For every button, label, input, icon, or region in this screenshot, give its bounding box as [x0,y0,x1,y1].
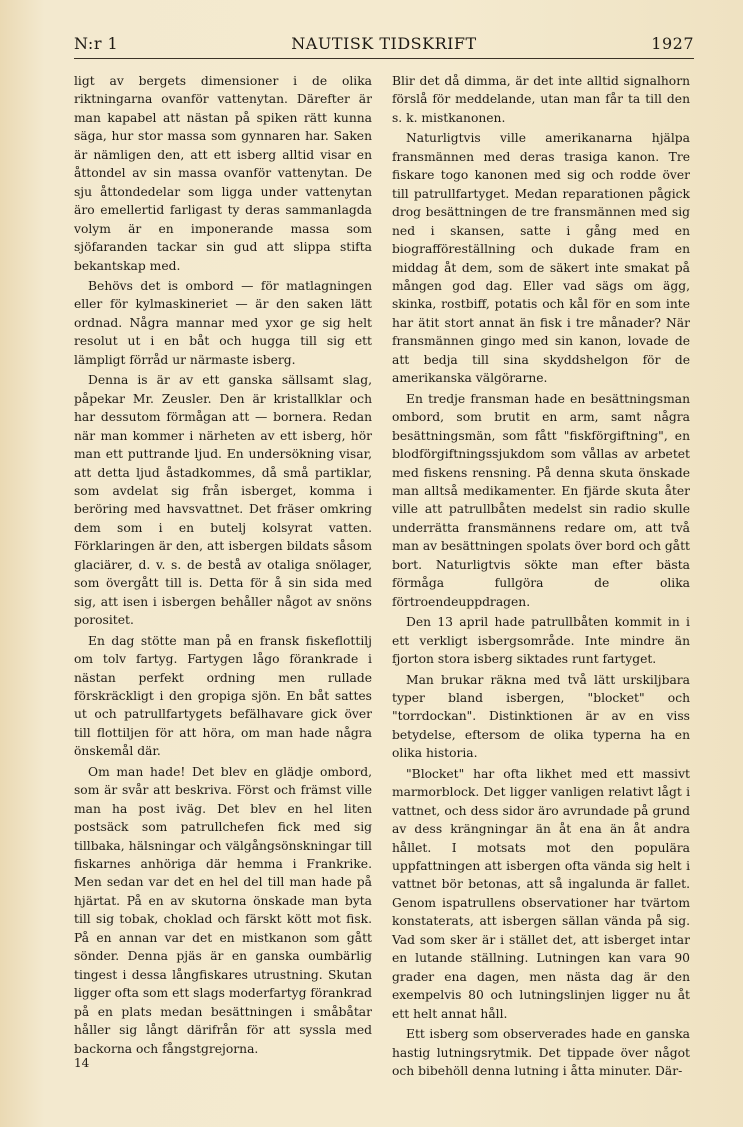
paragraph: Blir det då dimma, är det inte alltid signalhorn förslå för meddelande, utan man får ta till den s. k. mistkanonen. [392,74,690,125]
paragraph: Den 13 april hade patrullbåten kommit in i ett verkligt isbergsområde. Inte mindre än fjorton stora isberg siktades runt fartyget. [392,615,690,667]
issue-number: N:r 1 [74,34,119,53]
running-header [74,34,694,58]
right-column [392,72,690,1082]
left-column [74,72,372,1060]
paragraph: En tredje fransman hade en besättningsman ombord, som brutit en arm, samt några besättningsmän, som fått "fiskförgiftning", en blodförgiftningssjukdom som vållas av arbetet med fiskens rensning. På denna skuta önskade man alltså medikamenter. En fjärde skuta åter ville att patrullbåten medelst sin radio skulle underrätta fransmännens redare om, att två man av besättningen spolats över bord och gått bort. Naturligtvis sökte man efter bästa förmåga fullgöra de olika förtroendeuppdragen. [392,391,690,609]
paragraph: Naturligtvis ville amerikanarna hjälpa fransmännen med deras trasiga kanon. Tre fiskare togo kanonen med sig och rodde över till patrullfartyget. Medan reparationen pågick drog besättningen de tre fransmännen med sig ned i skansen, satte i gång med en biografföreställning och dukade fram en middag åt dem, som de säkert inte smakat på mången god dag. Eller vad sägs om ägg, skinka, rostbiff, potatis och kål för en som inte har ätit stort annat än fisk i tre månader? När fransmännen gingo med sin kanon, lovade de att bedja till sina skyddshelgon för de amerikanska välgörarne. [392,131,690,386]
header-rule [74,58,694,59]
paragraph: "Blocket" har ofta likhet med ett massivt marmorblock. Det ligger vanligen relativt lågt i vattnet, och dess sidor äro avrundade på grund av dess krängningar än åt ena än åt andra hållet. I motsats mot den populära uppfattningen att isbergen ofta vända sig helt i vattnet bör betonas, att så ingalunda är fallet. Genom ispatrullens observationer har tvärtom konstaterats, att isbergen sällan vända på sig. Vad som sker är i stället det, att isberget intar en lutande ställning. Lutningen kan vara 90 grader ena dagen, men nästa dag är den exempelvis 80 och lutningslinjen ligger nu åt ett helt annat håll. [392,766,690,1021]
paragraph: Man brukar räkna med två lätt urskiljbara typer bland isbergen, "blocket" och "torrdockan". Distinktionen är av en viss betydelse, eftersom de olika typerna ha en olika historia. [392,672,690,761]
paragraph: En dag stötte man på en fransk fiskeflottilj om tolv fartyg. Fartygen lågo förankrade i nästan perfekt ordning men rullade förskräckligt i den gropiga sjön. En båt sattes ut och patrullfartygets befälhavare gick över till flottiljen för att höra, om man hade några önskemål där. [74,633,372,759]
paragraph: Behövs det is ombord — för matlagningen eller för kylmaskineriet — är den saken lätt ordnad. Några mannar med yxor ge sig helt resolut ut i en båt och hugga till sig ett lämpligt förråd ur närmaste isberg. [74,278,372,367]
paragraph: Om man hade! Det blev en glädje ombord, som är svår att beskriva. Först och främst ville man ha post iväg. Det blev en hel liten postsäck som patrullchefen fick med sig tillbaka, hälsningar och välgångsönskningar till fiskarnes anhöriga där hemma i Frankrike. Men sedan var det en hel del till man hade på hjärtat. På en av skutorna önskade man byta till sig tobak, choklad och färskt kött mot fisk. På en annan var det en mistkanon som gått sönder. Denna pjäs är en ganska oumbärlig tingest i dessa långfiskares utrustning. Skutan ligger ofta som ett slags moderfartyg förankrad på en plats medan besättningen i småbåtar håller sig långt därifrån för att syssla med backorna och fångstgrejorna. [74,764,372,1056]
journal-title: NAUTISK TIDSKRIFT [291,34,477,53]
paragraph: Ett isberg som observerades hade en ganska hastig lutningsrytmik. Det tippade över något och bibehöll denna lutning i åtta minuter. Där- [392,1027,690,1079]
paragraph: ligt av bergets dimensioner i de olika riktningarna ovanför vattenytan. Därefter är man kapabel att nästan på spiken rätt kunna säga, hur stor massa som gynnaren har. Saken är nämligen den, att ett isberg alltid visar en åttondel av sin massa ovanför vattenytan. De sju åttondedelar som ligga under vattenytan äro emellertid farligast ty deras sammanlagda volym är en imponerande massa som sjöfaranden tackar sin gud att slippa stifta bekantskap med. [74,74,372,273]
page-number: 14 [74,1056,90,1070]
year: 1927 [651,34,694,53]
paragraph: Denna is är av ett ganska sällsamt slag, påpekar Mr. Zeusler. Den är kristallklar och har dessutom förmågan att — bornera. Redan när man kommer i närheten av ett isberg, hör man ett puttrande ljud. En undersökning visar, att detta ljud åstadkommes, då små partiklar, som avdelat sig från isberget, komma i beröring med havsvattnet. Det fräser omkring dem som i en butelj kolsyrat vatten. Förklaringen är den, att isbergen bildats såsom glaciärer, d. v. s. de bestå av otaliga snölager, som övergått till is. Detta för å sin sida med sig, att isen i isbergen behåller något av snöns porositet. [74,373,372,628]
